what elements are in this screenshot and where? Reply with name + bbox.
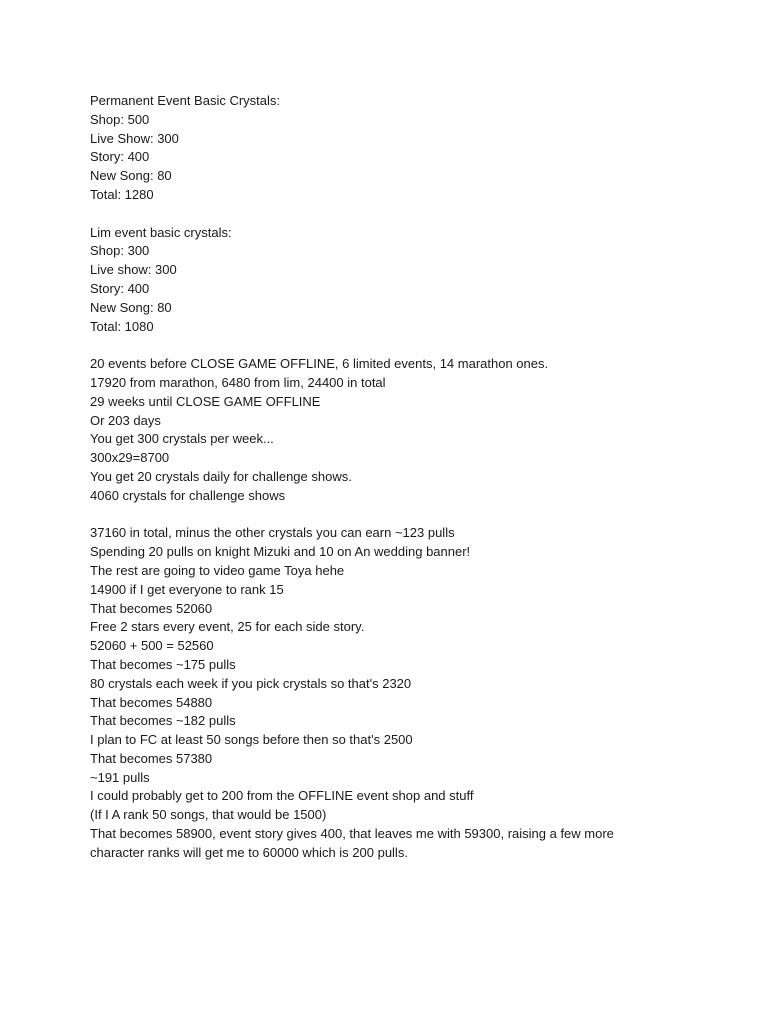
text-line: That becomes ~175 pulls (90, 656, 236, 672)
text-line: 300x29=8700 (90, 450, 170, 466)
text-line: 80 crystals each week if you pick crystals so that's 2320 (90, 675, 412, 691)
text-section (90, 92, 710, 205)
text-section (90, 224, 710, 337)
text-line: Live show: 300 (90, 262, 177, 278)
text-line: Free 2 stars every event, 25 for each side story. (90, 619, 365, 635)
text-line: That becomes ~182 pulls (90, 713, 236, 729)
text-line: 29 weeks until CLOSE GAME OFFLINE (90, 393, 321, 409)
text-line: Total: 1080 (90, 318, 154, 334)
text-line: Story: 400 (90, 149, 150, 165)
text-line: Shop: 500 (90, 111, 150, 127)
text-line: Live Show: 300 (90, 130, 179, 146)
text-line: Spending 20 pulls on knight Mizuki and 10 on An wedding banner! (90, 544, 471, 560)
text-line: ~191 pulls (90, 769, 150, 785)
text-line: You get 300 crystals per week... (90, 431, 274, 447)
document-body (90, 92, 710, 881)
text-line: character ranks will get me to 60000 which is 200 pulls. (90, 844, 408, 860)
text-line: 52060 + 500 = 52560 (90, 638, 214, 654)
text-line: 37160 in total, minus the other crystals you can earn ~123 pulls (90, 525, 455, 541)
text-section (90, 524, 710, 862)
text-line: Story: 400 (90, 280, 150, 296)
text-line: The rest are going to video game Toya hehe (90, 562, 345, 578)
text-line: 20 events before CLOSE GAME OFFLINE, 6 limited events, 14 marathon ones. (90, 356, 549, 372)
text-line: (If I A rank 50 songs, that would be 1500) (90, 807, 327, 823)
text-line: 4060 crystals for challenge shows (90, 487, 286, 503)
text-line: You get 20 crystals daily for challenge shows. (90, 468, 352, 484)
text-line: Total: 1280 (90, 186, 154, 202)
text-line: 17920 from marathon, 6480 from lim, 24400 in total (90, 374, 386, 390)
text-line: Lim event basic crystals: (90, 224, 232, 240)
text-line: New Song: 80 (90, 168, 172, 184)
text-line: Or 203 days (90, 412, 161, 428)
text-line: I could probably get to 200 from the OFFLINE event shop and stuff (90, 788, 474, 804)
text-section (90, 355, 710, 505)
text-line: Permanent Event Basic Crystals: (90, 93, 281, 108)
text-line: New Song: 80 (90, 299, 172, 315)
text-line: 14900 if I get everyone to rank 15 (90, 581, 284, 597)
text-line: That becomes 54880 (90, 694, 213, 710)
text-line: Shop: 300 (90, 243, 150, 259)
text-line: That becomes 58900, event story gives 400, that leaves me with 59300, raising a few more (90, 826, 614, 842)
text-line: That becomes 52060 (90, 600, 213, 616)
text-line: I plan to FC at least 50 songs before then so that's 2500 (90, 732, 413, 748)
text-line: That becomes 57380 (90, 750, 213, 766)
